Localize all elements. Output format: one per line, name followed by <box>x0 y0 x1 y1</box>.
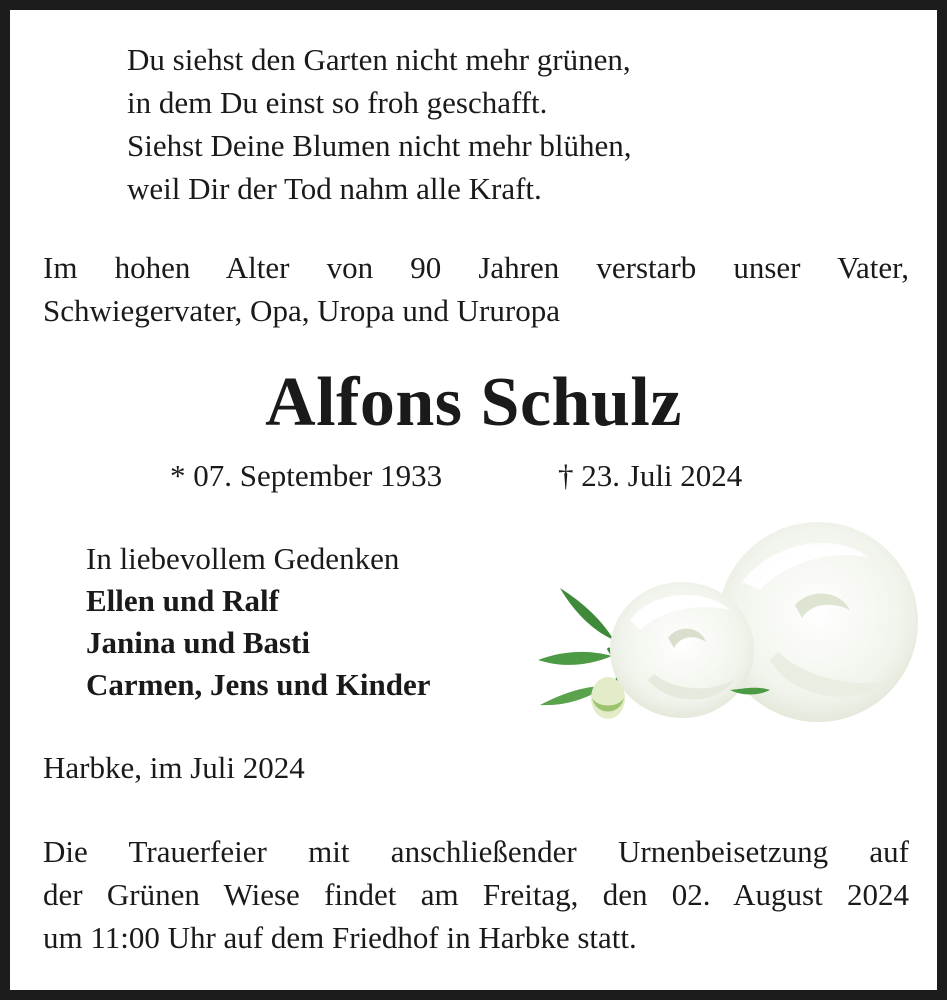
death-announcement <box>43 246 909 332</box>
white-roses-image <box>520 510 920 735</box>
birth-date: * 07. September 1933 <box>170 458 443 493</box>
mourners-intro: In liebevollem Gedenken <box>86 541 400 576</box>
place-and-date: Harbke, im Juli 2024 <box>43 750 305 785</box>
mourner-name: Ellen und Ralf <box>86 583 279 618</box>
poem <box>127 38 632 210</box>
mourner-name: Carmen, Jens und Kinder <box>86 667 431 702</box>
poem-line: in dem Du einst so froh geschafft. <box>127 85 548 120</box>
mourner-name: Janina und Basti <box>86 625 310 660</box>
announcement-line: Schwiegervater, Opa, Uropa und Ururopa <box>43 293 560 328</box>
deceased-name: Alfons Schulz <box>265 364 682 441</box>
announcement-line: Im hohen Alter von 90 Jahren verstarb unser Vater, <box>43 250 909 285</box>
service-line: um 11:00 Uhr auf dem Friedhof in Harbke statt. <box>43 920 637 955</box>
mourners <box>86 538 430 706</box>
poem-line: Siehst Deine Blumen nicht mehr blühen, <box>127 128 632 163</box>
service-line: Die Trauerfeier mit anschließender Urnenbeisetzung auf <box>43 834 909 869</box>
service-line: der Grünen Wiese findet am Freitag, den 02. August 2024 <box>43 877 909 912</box>
poem-line: Du siehst den Garten nicht mehr grünen, <box>127 42 631 77</box>
obituary-card <box>10 10 937 990</box>
funeral-service-info <box>43 830 909 959</box>
death-date: † 23. Juli 2024 <box>558 458 743 493</box>
poem-line: weil Dir der Tod nahm alle Kraft. <box>127 171 542 206</box>
